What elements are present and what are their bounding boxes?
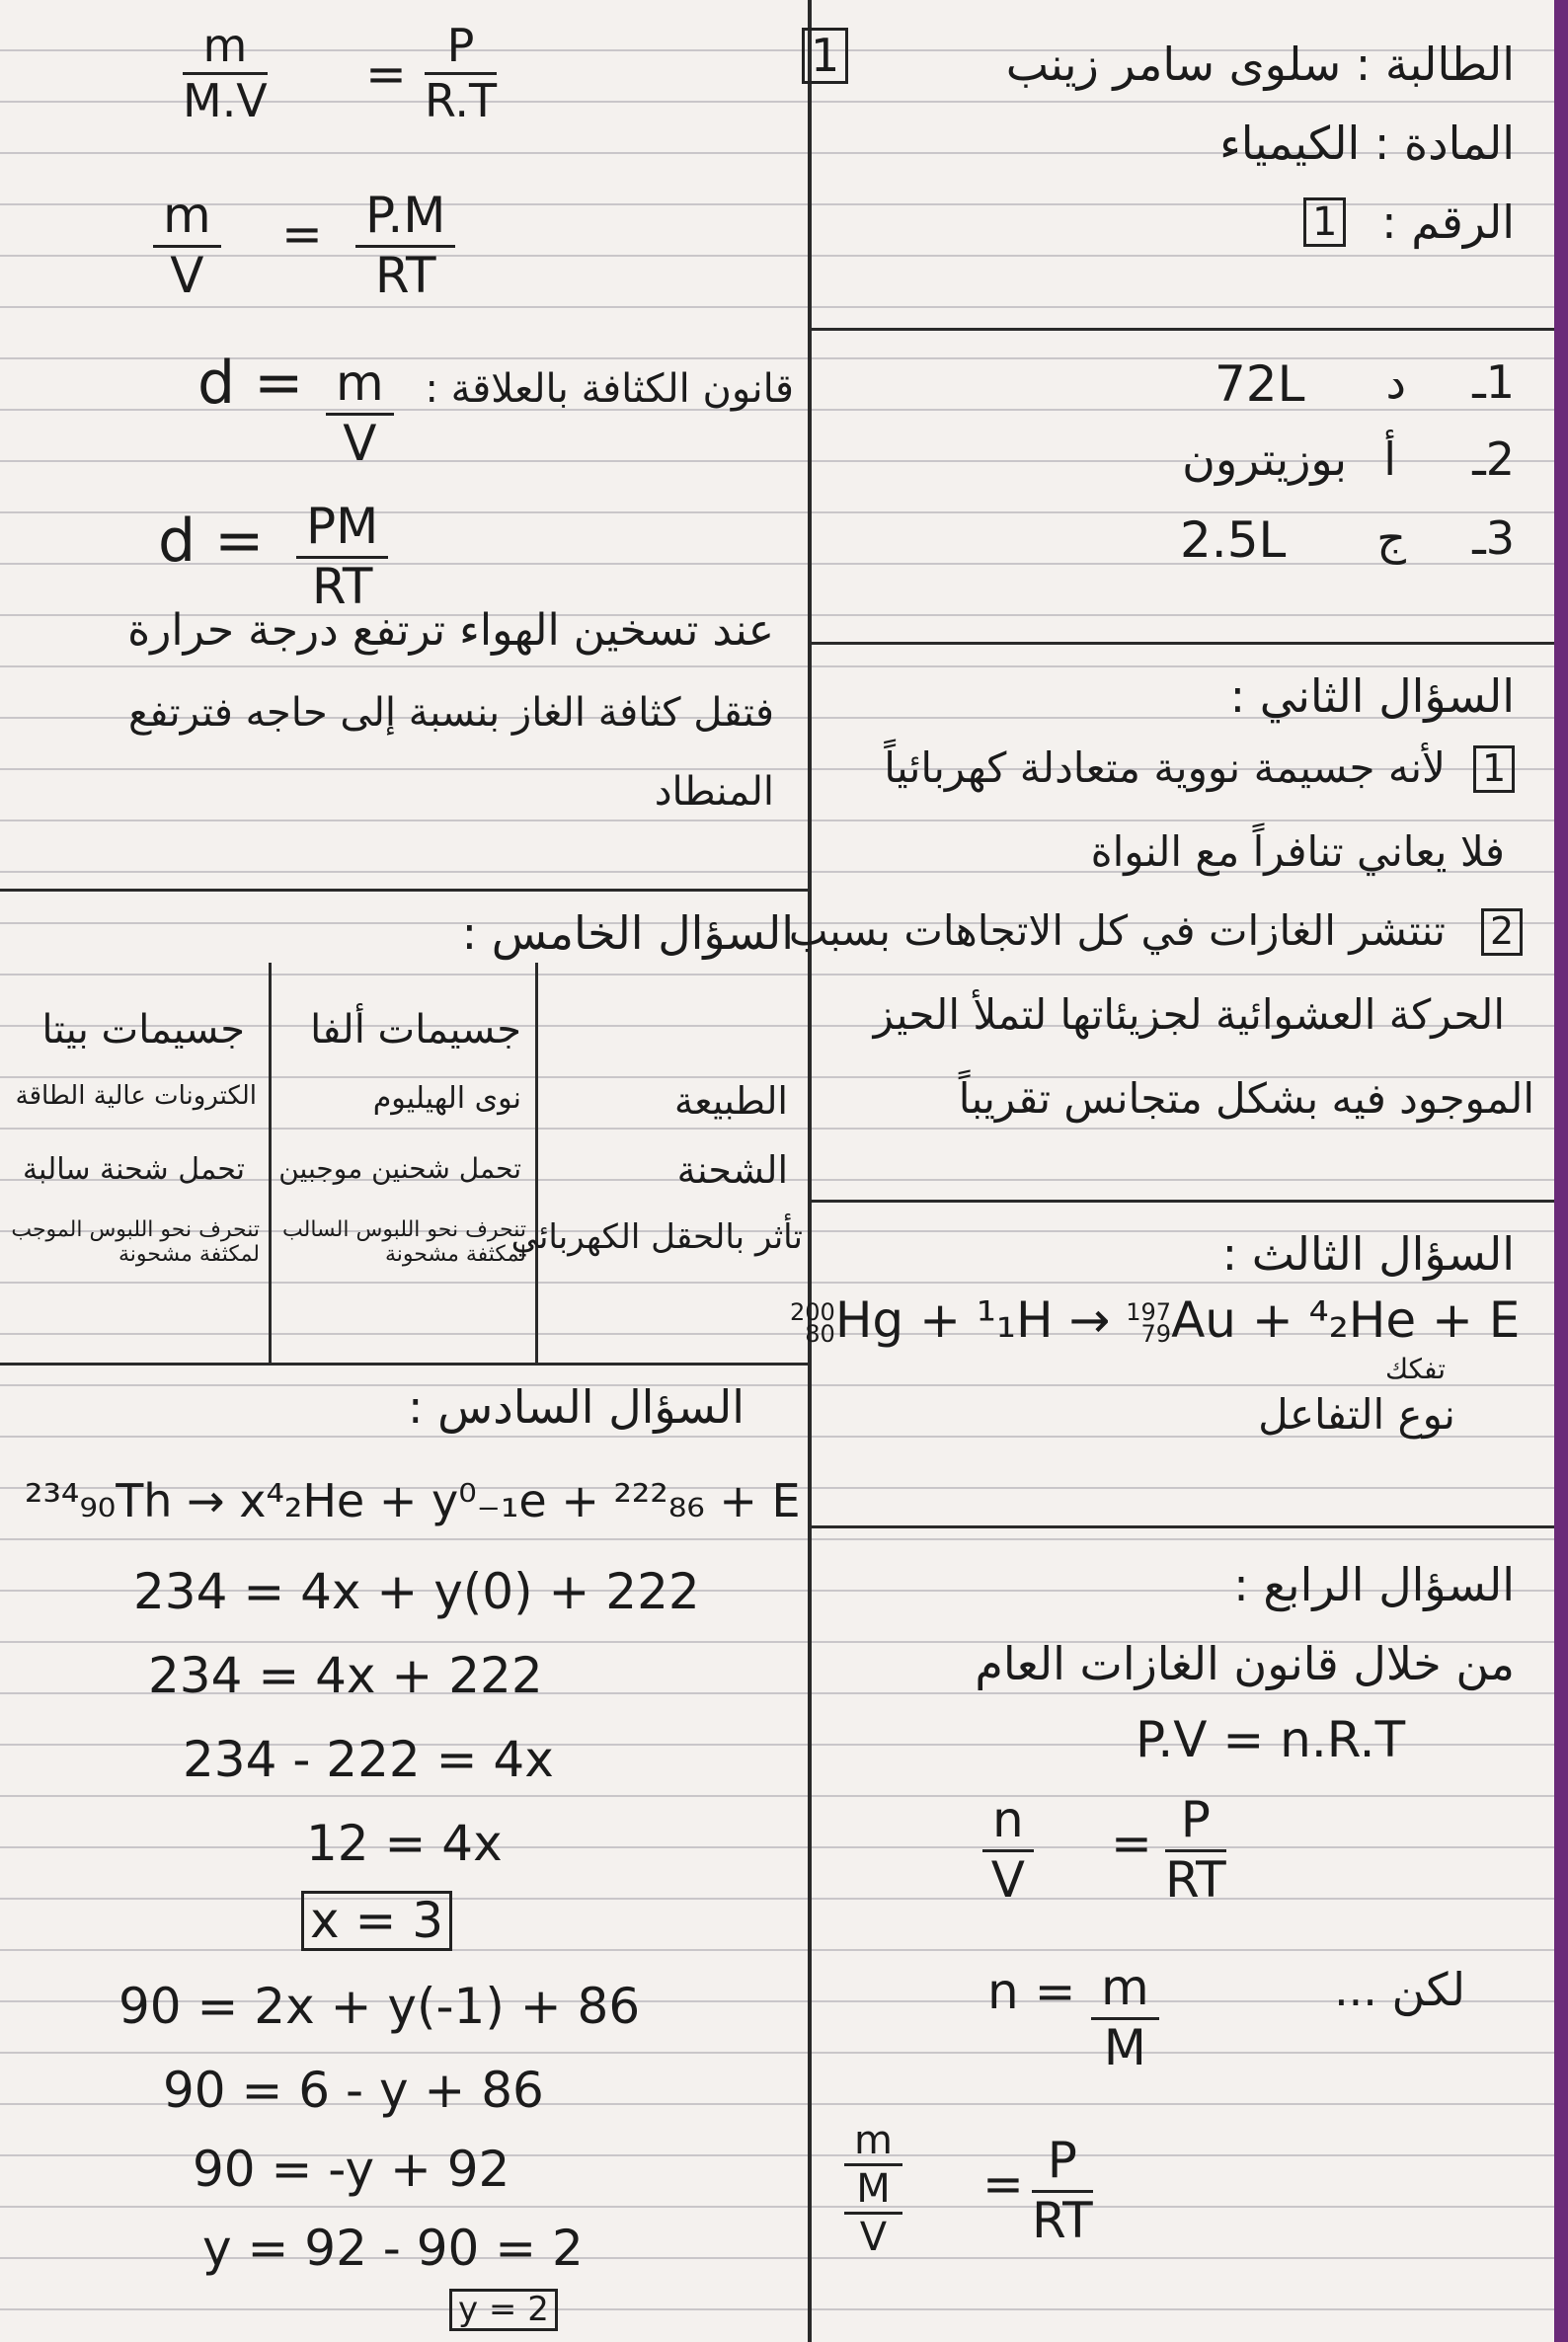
q4-law: P.V = n.R.T: [1136, 1711, 1406, 1768]
q4-frac1-right: $\frac{P}{RT}$: [1165, 1791, 1226, 1909]
lt-f1-left: $\frac{m}{M.V}$: [183, 19, 268, 127]
q2-title: السؤال الثاني :: [1229, 669, 1515, 723]
q2-item2-line2: الحركة العشوائية لجزيئاتها لتملأ الحيز: [873, 990, 1505, 1039]
lt-f1-right: $\frac{P}{R.T}$: [425, 19, 498, 127]
number-value: 1: [1303, 197, 1346, 247]
q5-table: [0, 963, 808, 1363]
q6-line: 234 = 4x + y(0) + 222: [133, 1563, 700, 1620]
subject: المادة : الكيمياء: [1219, 117, 1515, 170]
q3-type-label: نوع التفاعل: [1258, 1390, 1455, 1439]
q5-row-alpha: تنحرف نحو اللبوس السالب لمكثفة مشحونة: [282, 1217, 526, 1267]
lt-d2-frac: $\frac{PM}{RT}$: [296, 499, 388, 615]
lt-f2-right: $\frac{P.M}{RT}$: [355, 188, 455, 304]
table-col-divider: [535, 963, 538, 1363]
q2-item2-line1: تنتشر الغازات في كل الاتجاهات بسبب: [788, 906, 1446, 955]
q5-header-beta: جسيمات بيتا: [41, 1007, 245, 1053]
divider-right-3: [812, 1200, 1554, 1203]
divider-right-1: [812, 328, 1554, 331]
q5-row-beta: الكترونات عالية الطاقة: [15, 1081, 257, 1111]
q1-value: بوزيترون: [1182, 432, 1347, 486]
q1-letter: د: [1385, 355, 1406, 409]
q6-title: السؤال السادس :: [407, 1380, 745, 1434]
equals: =: [1111, 1815, 1152, 1872]
q5-row-label: تأثر بالحقل الكهربائي: [510, 1217, 803, 1257]
q3-type-value: تفكك: [1384, 1353, 1446, 1385]
lt-d1-frac: $\frac{m}{V}$: [326, 355, 394, 472]
hg-atomic: 80: [805, 1319, 835, 1348]
q1-num: 2ـ: [1472, 432, 1515, 486]
q6-y-result: y = 2: [449, 2289, 558, 2331]
column-divider: [808, 0, 812, 2342]
au-mass: 197: [1126, 1297, 1172, 1326]
lt-d1-left: d =: [197, 349, 304, 418]
q1-value: 72L: [1215, 355, 1305, 413]
q2-item2-box: 2: [1481, 908, 1523, 956]
lt-d2-left: d =: [158, 507, 265, 576]
divider-left-2: [0, 1363, 808, 1366]
equals: =: [365, 45, 407, 103]
q3-equation: [790, 1293, 1520, 1348]
hg-mass: 200: [790, 1297, 835, 1326]
hg-symbol: Hg: [834, 1291, 904, 1349]
q5-row-beta: تحمل شحنة سالبة: [22, 1152, 245, 1187]
number-label: الرقم :: [1381, 195, 1515, 249]
q4-n-left: n =: [987, 1963, 1076, 2020]
q6-x-result: x = 3: [301, 1891, 452, 1951]
q3-title: السؤال الثالث :: [1221, 1227, 1515, 1281]
q6-reaction: ²³⁴₉₀Th → x⁴₂He + y⁰₋₁e + ²²²₈₆ + E: [25, 1474, 801, 1527]
divider-left-1: [0, 889, 808, 892]
au-atomic: 79: [1140, 1319, 1172, 1348]
equals: =: [982, 2155, 1024, 2213]
lt-f2-left: $\frac{m}{V}$: [153, 188, 221, 304]
q6-line: 234 - 222 = 4x: [183, 1731, 554, 1788]
q6-line: 234 = 4x + 222: [148, 1647, 543, 1704]
q4-n-frac: $\frac{m}{M}$: [1091, 1960, 1159, 2076]
q1-num: 1ـ: [1472, 355, 1515, 409]
rest: + ⁴₂He + E: [1251, 1291, 1521, 1349]
q6-line: 90 = 2x + y(-1) + 86: [118, 1978, 641, 2035]
q4-frac2-right: $\frac{P}{RT}$: [1032, 2132, 1093, 2249]
divider-right-2: [812, 642, 1554, 645]
q1-num: 3ـ: [1472, 511, 1515, 565]
q2-item2-line3: الموجود فيه بشكل متجانس تقريباً: [958, 1074, 1534, 1123]
q6-line: 12 = 4x: [306, 1815, 503, 1872]
q5-row-label: الشحنة: [676, 1148, 788, 1192]
q5-row-label: الطبيعة: [674, 1079, 788, 1123]
table-col-divider: [269, 963, 272, 1363]
q2-item1-box: 1: [1473, 745, 1515, 793]
q4-frac1-left: $\frac{n}{V}$: [982, 1792, 1034, 1909]
q1-letter: ج: [1376, 511, 1406, 565]
lt-density-label: قانون الكثافة بالعلاقة :: [425, 366, 794, 412]
q5-row-alpha: نوى الهيليوم: [372, 1081, 521, 1116]
q4-title: السؤال الرابع :: [1233, 1558, 1515, 1611]
q4-n-right: لكن ...: [1334, 1963, 1465, 2016]
q4-intro: من خلال قانون الغازات العام: [975, 1637, 1515, 1690]
q6-line: 90 = 6 - y + 86: [163, 2062, 544, 2119]
q5-row-alpha: تحمل شحنين موجبين: [278, 1152, 521, 1185]
q4-frac2-left: m M V: [844, 2118, 902, 2260]
q1-letter: أ: [1383, 432, 1396, 486]
arrow: →: [1068, 1291, 1111, 1349]
lt-line3: المنطاد: [654, 769, 774, 815]
page-number-box: 1: [802, 28, 848, 84]
q5-header-alpha: جسيمات ألفا: [310, 1007, 521, 1053]
q6-line: 90 = -y + 92: [193, 2141, 510, 2198]
q5-title: السؤال الخامس :: [461, 906, 794, 960]
q6-line: y = 92 - 90 = 2: [202, 2220, 584, 2277]
lt-line1: عند تسخين الهواء ترتفع درجة حرارة: [127, 605, 774, 656]
student-name: الطالبة : سلوى سامر زينب: [1005, 38, 1515, 91]
lt-line2: فتقل كثافة الغاز بنسبة إلى حاجه فترتفع: [127, 690, 774, 736]
q2-item1-line1: لأنه جسيمة نووية متعادلة كهربائياً: [884, 743, 1446, 792]
plus-h: + ¹₁H: [919, 1291, 1054, 1349]
equals: =: [281, 205, 323, 263]
q5-row-beta: تنحرف نحو اللبوس الموجب لمكثفة مشحونة: [11, 1217, 260, 1267]
au-symbol: Au: [1171, 1291, 1236, 1349]
divider-right-4: [812, 1525, 1554, 1528]
q1-value: 2.5L: [1180, 511, 1287, 569]
q2-item1-line2: فلا يعاني تنافراً مع النواة: [1090, 827, 1505, 876]
